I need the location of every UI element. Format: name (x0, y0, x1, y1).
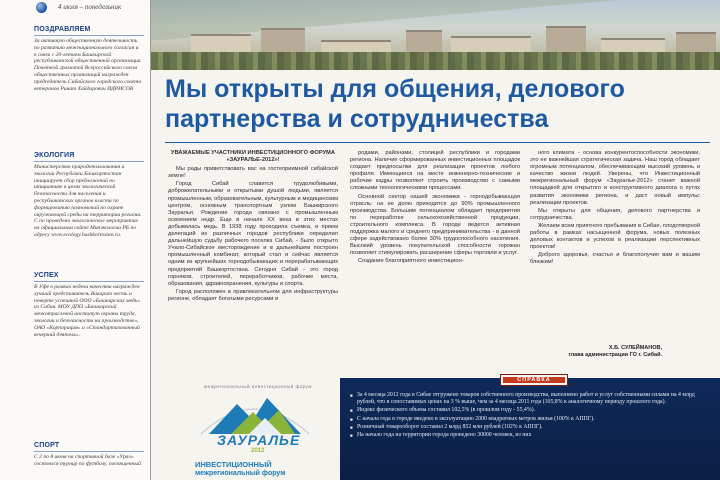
sidebar-rule (34, 451, 144, 452)
zauralye-forum-logo (165, 382, 345, 480)
sidebar-rule (34, 161, 144, 162)
article-paragraph: Желаем всем приятного пребывания в Сибае, плодотворной работы в рамках насыщенной форума, новых полезных деловых контактов и успехов в реализации перспективных проектов! (530, 222, 700, 251)
sidebar-heading-success: УСПЕХ (34, 272, 59, 279)
signature-name: Х.Б. СУЛЕЙМАНОВ, (608, 345, 662, 351)
article-column-3 (530, 150, 700, 340)
sidebar-heading-ecology: ЭКОЛОГИЯ (34, 152, 75, 159)
mountain-logo-icon (195, 390, 315, 438)
article-column-1 (168, 150, 338, 375)
article-paragraph: Создание благоприятного инвестицион- (358, 258, 464, 265)
reference-item: ■ За 4 месяца 2012 года в Сибае отгружено товаров собственного производства, выполнено работ и услуг собственными силами на 4 млрд рублей, что в сопоставимых ценах на 3 % выше, чем за 4 месяца 2011 года (105,8% к аналогичному периоду прошлого года). (350, 392, 712, 406)
logo-line-1: ИНВЕСТИЦИОННЫЙ (195, 460, 272, 469)
article-paragraph: Мы рады приветствовать вас на гостеприимной сибайской земле! (168, 166, 338, 180)
sidebar-text-sport: С 2 по 8 июня на спортивной базе «Урал» состоялся турнир по футболу, посвященный (34, 454, 141, 467)
newspaper-logo-icon (36, 2, 47, 13)
article-paragraph: Мы открыты для общения, делового партнерства и сотрудничества. (530, 207, 700, 221)
reference-item: ■ На начало года на территории города проведено 30000 человек, из них (350, 432, 712, 439)
reference-item: ■ Индекс физического объема составил 102,5% (в прошлом году - 55,4%). (350, 407, 712, 414)
logo-year: 2012 (251, 448, 265, 454)
sidebar-heading-congrats: ПОЗДРАВЛЯЕМ (34, 26, 91, 33)
reference-item: ■ С начала года в городе введено в эксплуатацию 2000 квадратных метров жилья (100% к АППГ). (350, 416, 712, 423)
reference-list (350, 392, 712, 440)
sidebar-text-ecology: Министерство природопользования и экологии Республики Башкортостан инициирует сбор предложений по инициативе в целях экологической безопасности для населения и республиканских органов власти по формированию полномочий по охране окружающей среды на территории региона. С по проведено экологическое мероприятие на официальном сайте Минэкологии РБ по адресу www.ecology.bashkortostan.ru. (34, 164, 142, 238)
sidebar-heading-sport: СПОРТ (34, 442, 60, 449)
article-paragraph: Город расположен в привлекательном для инфраструктуры регионе, обладает богатыми ресурсами и (168, 288, 338, 302)
article-signature (540, 345, 662, 359)
masthead-strip (0, 0, 150, 18)
sidebar-rule (34, 281, 144, 282)
column-divider (150, 0, 151, 480)
reference-item: ■ Розничный товарооборот составил 2 млрд 852 млн рублей (102% к АППГ). (350, 424, 712, 431)
article-headline: Мы открыты для общения, делового партнерства и сотрудничества (165, 75, 625, 133)
article-paragraph: Город Сибай славится трудолюбивыми, доброжелательными и открытыми душой людьми, является промышленным, образовательным, культурным и медицинским центром, основным транспортным узлом Башкирского Зауралья. Рождение города связано с промышленным освоением недр. Еще в начале XX века в этих местах добывалась медь. В 1938 году проходила съемка, и прием делегаций из различных городов республики определил дальнейшую судьбу рабочего поселка Сибай, - было открыто Учало-Сибайское месторождение и в дальнейшем построен промышленный комбинат, который стал и сейчас является одним из крупнейших горнодобывающих и перерабатывающих предприятий Башкортостана. Сегодня Сибай - это город горняков, строителей, переработчиков, рабочие места, образования, здравоохранения, культуры и спорта. (168, 181, 338, 287)
article-paragraph: родами, районами, столицей республики и городами региона. Наличие сформированных инвестиционных площадок создает предпосылки для реализации проектов любого профиля. Имеющиеся на месте инженерно-технические и рабочие кадры позволяют строить производство с самыми сложными технологическими процессами. (350, 150, 520, 192)
article-paragraph: ного климата - основа конкурентоспособности экономики, это ее важнейшая стратегическая задача. Наш город обладает огромным потенциалом, обеспечивающим высокий уровень и качество жизни людей. Уверены, что Инвестиционный межрегиональный форум «Зауралье-2012» станет важной площадкой для открытого и конструктивного диалога о путях развития экономики региона, и даст новый импульс реализации проектов. (530, 150, 700, 206)
article-column-2 (350, 150, 520, 362)
issue-date: 4 июля – понедельник (58, 3, 122, 11)
sidebar-rule (34, 35, 144, 36)
article-salutation: УВАЖАЕМЫЕ УЧАСТНИКИ ИНВЕСТИЦИОННОГО ФОРУМА «ЗАУРАЛЬЕ-2012»! (171, 150, 335, 163)
city-panorama-photo (151, 0, 720, 70)
reference-tab (500, 374, 568, 386)
article-paragraph: Основной сектор нашей экономики - горнодобывающая отрасль: на ее долю приходится до 90% промышленного производства. Большим потенциалом обладает предприятия по переработке сельскохозяйственной продукции, строительного комплекса. В городе ведется активная поддержка малого и среднего предпринимательства - в данной сфере задействовано более 30% трудоспособного населения. Высокий уровень покупательской способности горожан позволяет стимулировать расширение сферы торговли и услуг. (350, 193, 520, 257)
logo-arc-text: межрегиональный инвестиционный форум (204, 384, 312, 389)
article-paragraph: Доброго здоровья, счастья и благополучия вам и вашим близким! (530, 252, 700, 266)
logo-line-2: межрегиональный форум (195, 470, 286, 477)
logo-name: ЗАУРАЛЬЕ (217, 432, 301, 448)
sidebar-text-congrats: За активную общественную деятельность по развитию межнационального согласия и в связи с 20-летием Башкирской республиканской общественной организации Почетной грамотой Всероссийского союза общественных организаций награжден председатель Сибайского городского совета ветеранов Ринат Хайдарович ИДРИСОВ (34, 38, 142, 92)
sidebar-text-success: В Уфе в рамках недели качества награжден лучший представитель Вакарат честь и поверте успешной ООО «Башкирских медь» из Сибая. МОУ ДПО «Башкирский межотраслевой институт охраны труда, экологии и безопасности на производстве», ОАО «Корпорация» и «Стандартизованный вечерний деятель». (34, 284, 141, 338)
headline-rule (165, 142, 710, 143)
signature-title: глава администрации ГО г. Сибай. (568, 352, 662, 358)
photo-trees (151, 52, 720, 70)
reference-tab-label: СПРАВКА (503, 377, 565, 383)
